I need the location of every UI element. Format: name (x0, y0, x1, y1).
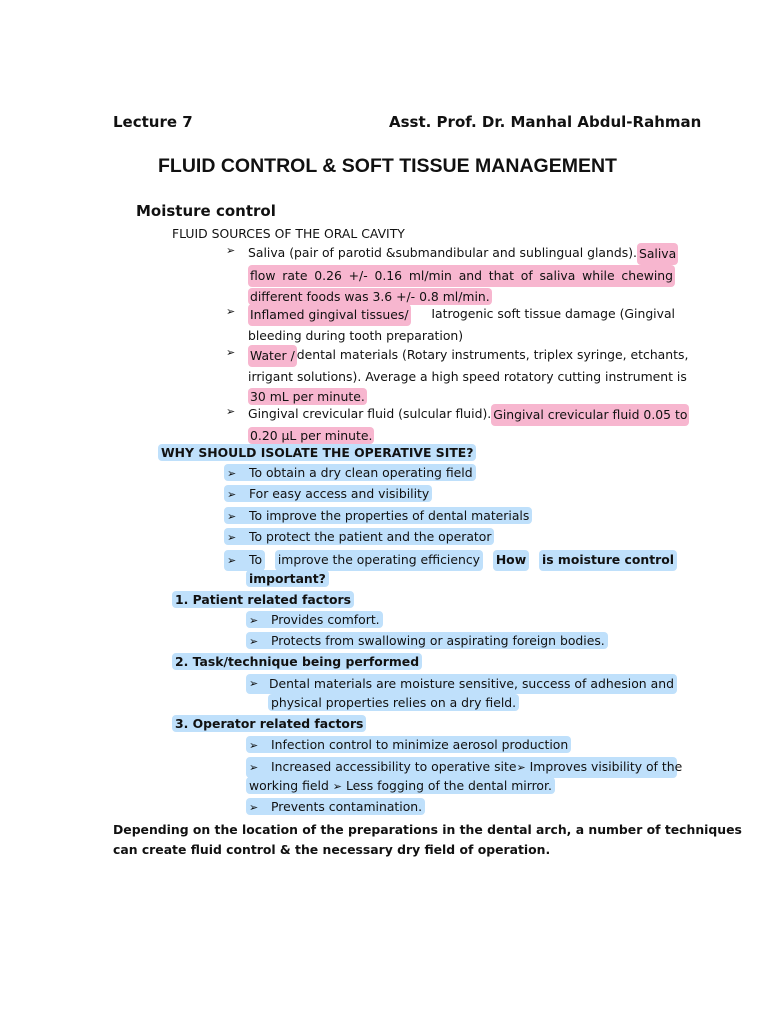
why-to-text: To (249, 552, 263, 567)
how-text: How (493, 550, 529, 571)
operator-factors-heading: 3. Operator related factors (172, 715, 366, 732)
page-title: FLUID CONTROL & SOFT TISSUE MANAGEMENT (158, 155, 617, 177)
bullet-arrow-icon: ➢ (227, 488, 237, 501)
conclusion-line2: can create fluid control & the necessary dry field of operation. (113, 842, 551, 857)
saliva-flow-rate: flow rate 0.26 +/- 0.16 ml/min and that of saliva while chewing (248, 265, 675, 287)
bullet-arrow-icon: ➢ (249, 801, 259, 814)
why-efficiency-text: improve the operating efficiency (275, 550, 483, 571)
operator-item (246, 798, 425, 817)
visibility-text: Improves visibility of the (529, 759, 683, 774)
gcf-highlight: Gingival crevicular fluid 0.05 to (491, 404, 689, 426)
why-item-text: To protect the patient and the operator (249, 529, 492, 544)
bullet-arrow-icon: ➢ (226, 244, 236, 257)
why-item (224, 464, 476, 483)
bullet-arrow-icon: ➢ (332, 780, 342, 793)
dental-materials-text: dental materials (Rotary instruments, triplex syringe, etchants, (296, 347, 689, 362)
bleeding-text: bleeding during tooth preparation) (248, 328, 464, 343)
bullet-arrow-icon: ➢ (227, 467, 237, 480)
inflamed-highlight: Inflamed gingival tissues/ (248, 304, 411, 326)
why-item (224, 528, 494, 547)
patient-item-text: Provides comfort. (271, 612, 380, 627)
bullet-arrow-icon: ➢ (227, 531, 237, 544)
patient-item-text: Protects from swallowing or aspirating foreign bodies. (271, 633, 605, 648)
saliva-source-text: Saliva (pair of parotid &submandibular and sublingual glands). (248, 245, 637, 260)
important-text: important? (246, 570, 329, 587)
section-heading: Moisture control (136, 202, 276, 220)
patient-item (246, 632, 608, 651)
bullet-arrow-icon: ➢ (227, 554, 237, 567)
irrigant-text: irrigant solutions). Average a high speed rotatory cutting instrument is (248, 369, 687, 384)
task-line2-text: physical properties relies on a dry field. (268, 694, 519, 711)
list-item-water (248, 345, 689, 407)
saliva-chewing-rate: different foods was 3.6 +/- 0.8 ml/min. (250, 289, 490, 304)
why-item-text: For easy access and visibility (249, 486, 430, 501)
conclusion-paragraph (113, 820, 742, 860)
why-item-last (224, 550, 677, 571)
patient-factors-heading: 1. Patient related factors (172, 591, 354, 608)
lecture-label: Lecture 7 (113, 113, 193, 131)
why-item-text: To improve the properties of dental materials (249, 508, 530, 523)
fluid-sources-heading: FLUID SOURCES OF THE ORAL CAVITY (172, 226, 405, 241)
water-highlight: Water / (248, 345, 297, 367)
operator-item (246, 757, 683, 778)
bullet-arrow-icon: ➢ (249, 677, 259, 690)
author-name: Asst. Prof. Dr. Manhal Abdul-Rahman (389, 113, 702, 131)
patient-item (246, 611, 383, 630)
operator-item-text: Infection control to minimize aerosol production (271, 737, 569, 752)
working-field-text: working field (249, 778, 329, 793)
list-item-inflamed (248, 304, 675, 346)
bullet-arrow-icon: ➢ (226, 405, 236, 418)
fogging-text: Less fogging of the dental mirror. (345, 778, 552, 793)
task-line1-text: Dental materials are moisture sensitive, success of adhesion and (269, 676, 674, 691)
why-item (224, 507, 532, 526)
list-item-saliva (248, 243, 675, 307)
list-item-gcf (248, 404, 688, 446)
bullet-arrow-icon: ➢ (249, 739, 259, 752)
iatrogenic-text: Iatrogenic soft tissue damage (Gingival (431, 306, 675, 321)
bullet-arrow-icon: ➢ (227, 510, 237, 523)
operator-item-continuation (246, 777, 555, 796)
why-heading: WHY SHOULD ISOLATE THE OPERATIVE SITE? (158, 444, 476, 461)
conclusion-line1: Depending on the location of the preparations in the dental arch, a number of techniques (113, 822, 742, 837)
moisture-question-text: is moisture control (539, 550, 677, 571)
accessibility-text: Increased accessibility to operative site (271, 759, 517, 774)
operator-item-text: Prevents contamination. (271, 799, 423, 814)
task-factors-heading: 2. Task/technique being performed (172, 653, 422, 670)
bullet-arrow-icon: ➢ (249, 635, 259, 648)
bullet-arrow-icon: ➢ (249, 614, 259, 627)
task-item (246, 674, 677, 694)
water-rate-highlight: 30 mL per minute. (250, 389, 365, 404)
bullet-arrow-icon: ➢ (249, 761, 259, 774)
gcf-text: Gingival crevicular fluid (sulcular fluid). (248, 406, 492, 421)
operator-item (246, 736, 571, 755)
saliva-highlight: Saliva (637, 243, 678, 265)
why-item (224, 485, 432, 504)
bullet-arrow-icon: ➢ (516, 761, 526, 774)
bullet-arrow-icon: ➢ (226, 346, 236, 359)
gcf-rate-highlight: 0.20 µL per minute. (250, 428, 373, 443)
bullet-arrow-icon: ➢ (226, 305, 236, 318)
why-item-text: To obtain a dry clean operating field (249, 465, 473, 480)
